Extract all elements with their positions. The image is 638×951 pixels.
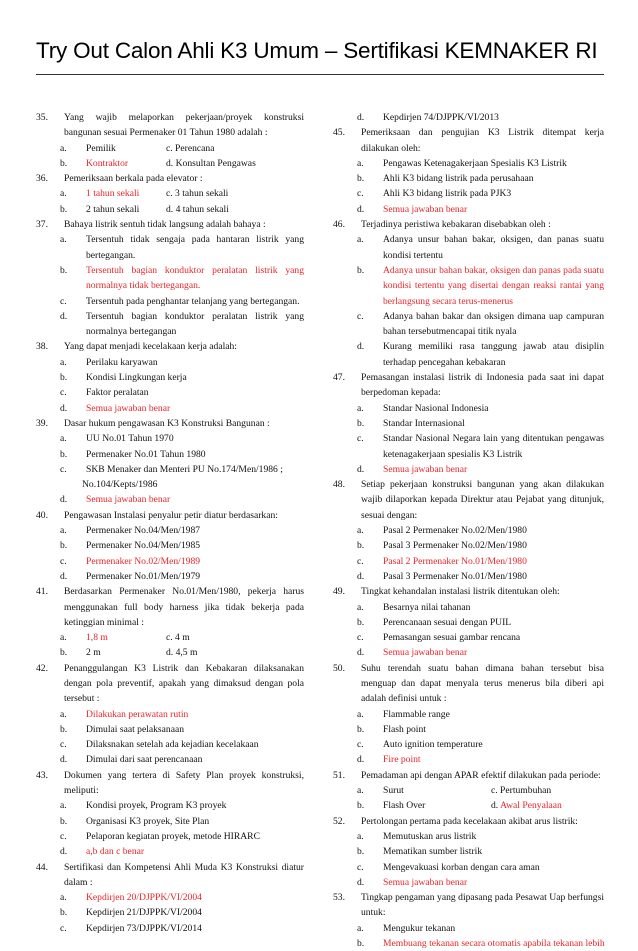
question-text: Pemeriksaan berkala pada elevator : (64, 173, 203, 185)
question-53: 53. Tingkap pengaman yang dipasang pada Pesawat Uap berfungsi untuk: (333, 892, 604, 919)
option-d: d. Pasal 3 Permenaker No.01/Men/1980 (357, 570, 527, 582)
option-a: Pemilik (86, 142, 116, 154)
option-c: c. 4 m (166, 632, 190, 644)
option-d-answer: d. a,b dan c benar (60, 846, 145, 858)
question-51: 51. Pemadaman api dengan APAR efektif dilakukan pada periode: (333, 769, 601, 781)
question-text: Pemeriksaan dan pengujian K3 Listrik ditempat kerja dilakukan oleh: (361, 127, 604, 154)
question-36: 36. Pemeriksaan berkala pada elevator : (36, 173, 203, 185)
question-text: Tingkap pengaman yang dipasang pada Pesawat Uap berfungsi untuk: (361, 892, 604, 919)
question-45: 45. Pemeriksaan dan pengujian K3 Listrik ditempat kerja dilakukan oleh: (333, 127, 604, 154)
option-c: c. Tersentuh pada penghantar telanjang yang bertegangan. (60, 295, 300, 307)
option-c: c. Mengevakuasi korban dengan cara aman (357, 861, 540, 873)
option-d: d. 4,5 m (166, 647, 198, 659)
option-c: c. Pelaporan kegiatan proyek, metode HIRARC (60, 830, 260, 842)
option-d-answer: d. Fire point (357, 754, 421, 766)
option-b: Flash Over (383, 800, 426, 812)
option-b-answer: b. Adanya unsur bahan bakar, oksigen dan panas pada suatu kondisi tertentu yang disertai dengan reaksi rantai yang berlangsung secara terus-menerus (357, 264, 604, 307)
question-42: 42. Penanggulangan K3 Listrik dan Kebakaran dilaksanakan dengan pola preventif, apakah yang dimaksud dengan pola tersebut : (36, 662, 304, 705)
option-a: a. Tersentuh tidak sengaja pada hantaran listrik yang bertegangan. (60, 234, 304, 261)
question-text: Pengawasan Instalasi penyalur petir diatur berdasarkan: (64, 509, 278, 521)
option-a: a. Pengawas Ketenagakerjaan Spesialis K3 Listrik (357, 157, 567, 169)
header-divider (36, 74, 604, 75)
question-48: 48. Setiap pekerjaan konstruksi bangunan yang akan dilakukan wajib dilaporkan kepada Direktur atau Pejabat yang ditunjuk, sesuai dengan: (333, 479, 604, 521)
option-a: a. UU No.01 Tahun 1970 (60, 433, 174, 445)
option-d: d. Tersentuh bagian konduktor peralatan listrik yang normalnya bertegangan (60, 310, 304, 338)
question-49: 49. Tingkat kehandalan instalasi listrik ditentukan oleh: (333, 586, 560, 598)
option-d: d. 4 tahun sekali (166, 203, 229, 215)
option-b: b. Perencanaan sesuai dengan PUIL (357, 616, 512, 628)
option-c: c. Pertumbuhan (491, 785, 552, 797)
option-b-answer: b. Membuang tekanan secara otomatis apabila tekanan lebih (357, 938, 605, 950)
option-a: a. Adanya unsur bahan bakar, oksigen, dan panas suatu kondisi tertentu (357, 234, 604, 261)
question-38: 38. Yang dapat menjadi kecelakaan kerja adalah: (36, 341, 237, 353)
option-c: c. Pemasangan sesuai gambar rencana (357, 632, 521, 644)
option-a: Surut (383, 785, 404, 797)
option-a: a. Perilaku karyawan (60, 356, 158, 368)
question-text: Berdasarkan Permenaker No.01/Men/1980, pekerja harus menggunakan full body harness jika tidak bekerja pada ketinggian minimal : (64, 586, 304, 628)
question-47: 47. Pemasangan instalasi listrik di Indonesia pada saat ini dapat berpedoman kepada: (333, 372, 604, 399)
option-d: d. Permenaker No.01/Men/1979 (60, 570, 201, 582)
option-c: c. Auto ignition temperature (357, 739, 483, 751)
option-row: a. Surut c. Pertumbuhan (333, 783, 604, 798)
option-a-answer: a. Dilakukan perawatan rutin (60, 708, 189, 720)
option-c: c. Perencana (166, 142, 215, 154)
option-d: d. Kepdirjen 74/DJPPK/VI/2013 (357, 112, 499, 123)
option-d: d. Dimulai dari saat perencanaan (60, 754, 203, 766)
question-44: 44. Sertifikasi dan Kompetensi Ahli Muda K3 Konstruksi diatur dalam : (36, 861, 304, 888)
option-row: a. 1 tahun sekali c. 3 tahun sekali (36, 186, 304, 201)
page-title: Try Out Calon Ahli K3 Umum – Sertifikasi KEMNAKER RI (36, 38, 598, 63)
question-text: Penanggulangan K3 Listrik dan Kebakaran dilaksanakan dengan pola preventif, apakah yang dimaksud dengan pola tersebut : (64, 662, 304, 705)
option-a: a. Standar Nasional Indonesia (357, 402, 489, 414)
question-text: Yang dapat menjadi kecelakaan kerja adalah: (64, 341, 237, 353)
question-40: 40. Pengawasan Instalasi penyalur petir diatur berdasarkan: (36, 509, 278, 521)
option-c: c. Adanya bahan bakar dan oksigen dimana uap campuran bahan tersebutmencapai titik nyala (357, 310, 604, 338)
option-b: b. Pasal 3 Permenaker No.02/Men/1980 (357, 540, 527, 552)
option-c: c. Kepdirjen 73/DJPPK/VI/2014 (60, 922, 202, 934)
option-b: b. Standar Internasional (357, 417, 465, 429)
question-50: 50. Suhu terendah suatu bahan dimana bahan tersebut bisa menguap dan dapat menyala terus menerus bila diberi api adalah definisi untuk : (333, 662, 604, 705)
right-column (333, 110, 604, 951)
option-row: b. Flash Over d. Awal Penyalaan (333, 798, 604, 813)
option-a-answer: a. Kepdirjen 20/DJPPK/VI/2004 (60, 892, 202, 904)
option-b: b. Flash point (357, 723, 426, 735)
question-37: 37. Bahaya listrik sentuh tidak langsung adalah bahaya : (36, 219, 266, 231)
option-a: a. Mengukur tekanan (357, 922, 456, 934)
question-52: 52. Pertolongan pertama pada kecelakaan akibat arus listrik: (333, 815, 578, 827)
option-d-answer: d. Semua jawaban benar (357, 203, 468, 215)
question-text: Dokumen yang tertera di Safety Plan proyek konstruksi, meliputi: (64, 769, 304, 797)
option-b: 2 m (86, 647, 101, 659)
option-d-answer: d. Semua jawaban benar (60, 402, 171, 414)
option-a: a. Kondisi proyek, Program K3 proyek (60, 800, 227, 812)
question-text: Setiap pekerjaan konstruksi bangunan yang akan dilakukan wajib dilaporkan kepada Direktur atau Pejabat yang ditunjuk, sesuai dengan: (361, 479, 604, 521)
question-text: Dasar hukum pengawasan K3 Konstruksi Bangunan : (64, 417, 270, 429)
option-a: a. Flammable range (357, 708, 450, 720)
option-c: c. Ahli K3 bidang listrik pada PJK3 (357, 188, 512, 200)
option-d-answer: d. Semua jawaban benar (357, 463, 468, 475)
option-b: b. Dimulai saat pelaksanaan (60, 723, 185, 735)
option-c: c. Dilaksnakan setelah ada kejadian kecelakaan (60, 739, 259, 751)
option-row: b. 2 tahun sekali d. 4 tahun sekali (36, 202, 304, 217)
option-row: a. 1,8 m c. 4 m (36, 630, 304, 645)
question-text: Pemadaman api dengan APAR efektif dilakukan pada periode: (361, 769, 601, 781)
question-text: Pertolongan pertama pada kecelakaan akibat arus listrik: (361, 815, 578, 827)
option-a: a. Pasal 2 Permenaker No.02/Men/1980 (357, 525, 527, 537)
option-b: b. Ahli K3 bidang listrik pada perusahaan (357, 173, 534, 185)
option-b: b. Kondisi Lingkungan kerja (60, 372, 187, 384)
option-row: a. Pemilik c. Perencana (36, 141, 304, 156)
option-b: b. Mematikan sumber listrik (357, 846, 483, 858)
option-b: b. Organisasi K3 proyek, Site Plan (60, 815, 210, 827)
option-c-continued: No.104/Kepts/1986 (82, 479, 158, 491)
option-d-answer: d. Awal Penyalaan (491, 800, 562, 812)
option-d-answer: d. Semua jawaban benar (357, 647, 468, 659)
option-b-answer: b. Tersentuh bagian konduktor peralatan listrik yang normalnya tidak bertegangan. (60, 264, 304, 292)
question-46: 46. Terjadinya peristiwa kebakaran disebabkan oleh : (333, 219, 551, 231)
question-text: Terjadinya peristiwa kebakaran disebabkan oleh : (361, 219, 551, 231)
option-c: c. 3 tahun sekali (166, 188, 229, 200)
question-41: 41. Berdasarkan Permenaker No.01/Men/1980, pekerja harus menggunakan full body harness jika tidak bekerja pada ketinggian minimal : (36, 586, 304, 628)
option-c: c. SKB Menaker dan Menteri PU No.174/Men/1986 ; (60, 463, 283, 475)
option-a-answer: 1 tahun sekali (86, 188, 140, 200)
question-text: Tingkat kehandalan instalasi listrik ditentukan oleh: (361, 586, 560, 598)
question-text: Pemasangan instalasi listrik di Indonesia pada saat ini dapat berpedoman kepada: (361, 372, 604, 399)
question-text: Yang wajib melaporkan pekerjaan/proyek konstruksi bangunan sesuai Permenaker 01 Tahun 1980 adalah : (64, 112, 304, 139)
option-c: c. Standar Nasional Negara lain yang ditentukan pengawas ketenagakerjaan spesialis K3 Listrik (357, 433, 604, 460)
option-b: b. Permenaker No.01 Tahun 1980 (60, 448, 206, 460)
option-d: d. Kurang memiliki rasa tanggung jawab atau disiplin terhadap pencegahan kebakaran (357, 341, 604, 368)
option-c-answer: c. Pasal 2 Permenaker No.01/Men/1980 (357, 555, 527, 567)
option-d: d. Konsultan Pengawas (166, 157, 256, 169)
option-row: b. Kontraktor d. Konsultan Pengawas (36, 156, 304, 171)
question-text: Sertifikasi dan Kompetensi Ahli Muda K3 Konstruksi diatur dalam : (64, 861, 304, 888)
option-row: b. 2 m d. 4,5 m (36, 645, 304, 660)
option-a: a. Besarnya nilai tahanan (357, 601, 471, 613)
question-text: Bahaya listrik sentuh tidak langsung adalah bahaya : (64, 219, 266, 231)
option-c: c. Faktor peralatan (60, 387, 149, 399)
option-b: b. Kepdirjen 21/DJPPK/VI/2004 (60, 907, 202, 919)
option-b: b. Permenaker No.04/Men/1985 (60, 540, 201, 552)
option-b-answer: Kontraktor (86, 157, 129, 169)
option-c-answer: c. Permenaker No.02/Men/1989 (60, 555, 201, 567)
option-d-answer: d. Semua jawaban benar (60, 494, 171, 506)
question-35: 35. Yang wajib melaporkan pekerjaan/proyek konstruksi bangunan sesuai Permenaker 01 Tahun 1980 adalah : (36, 112, 304, 139)
question-39: 39. Dasar hukum pengawasan K3 Konstruksi Bangunan : (36, 417, 270, 429)
option-a: a. Permenaker No.04/Men/1987 (60, 525, 201, 537)
option-a-answer: 1,8 m (86, 632, 108, 644)
question-text: Suhu terendah suatu bahan dimana bahan tersebut bisa menguap dan dapat menyala terus menerus bila diberi api adalah definisi untuk : (361, 662, 604, 705)
option-a: a. Memutuskan arus listrik (357, 830, 477, 842)
option-b: 2 tahun sekali (86, 203, 140, 215)
option-d-answer: d. Semua jawaban benar (357, 876, 468, 888)
question-43: 43. Dokumen yang tertera di Safety Plan proyek konstruksi, meliputi: (36, 769, 304, 797)
left-column (36, 110, 304, 936)
